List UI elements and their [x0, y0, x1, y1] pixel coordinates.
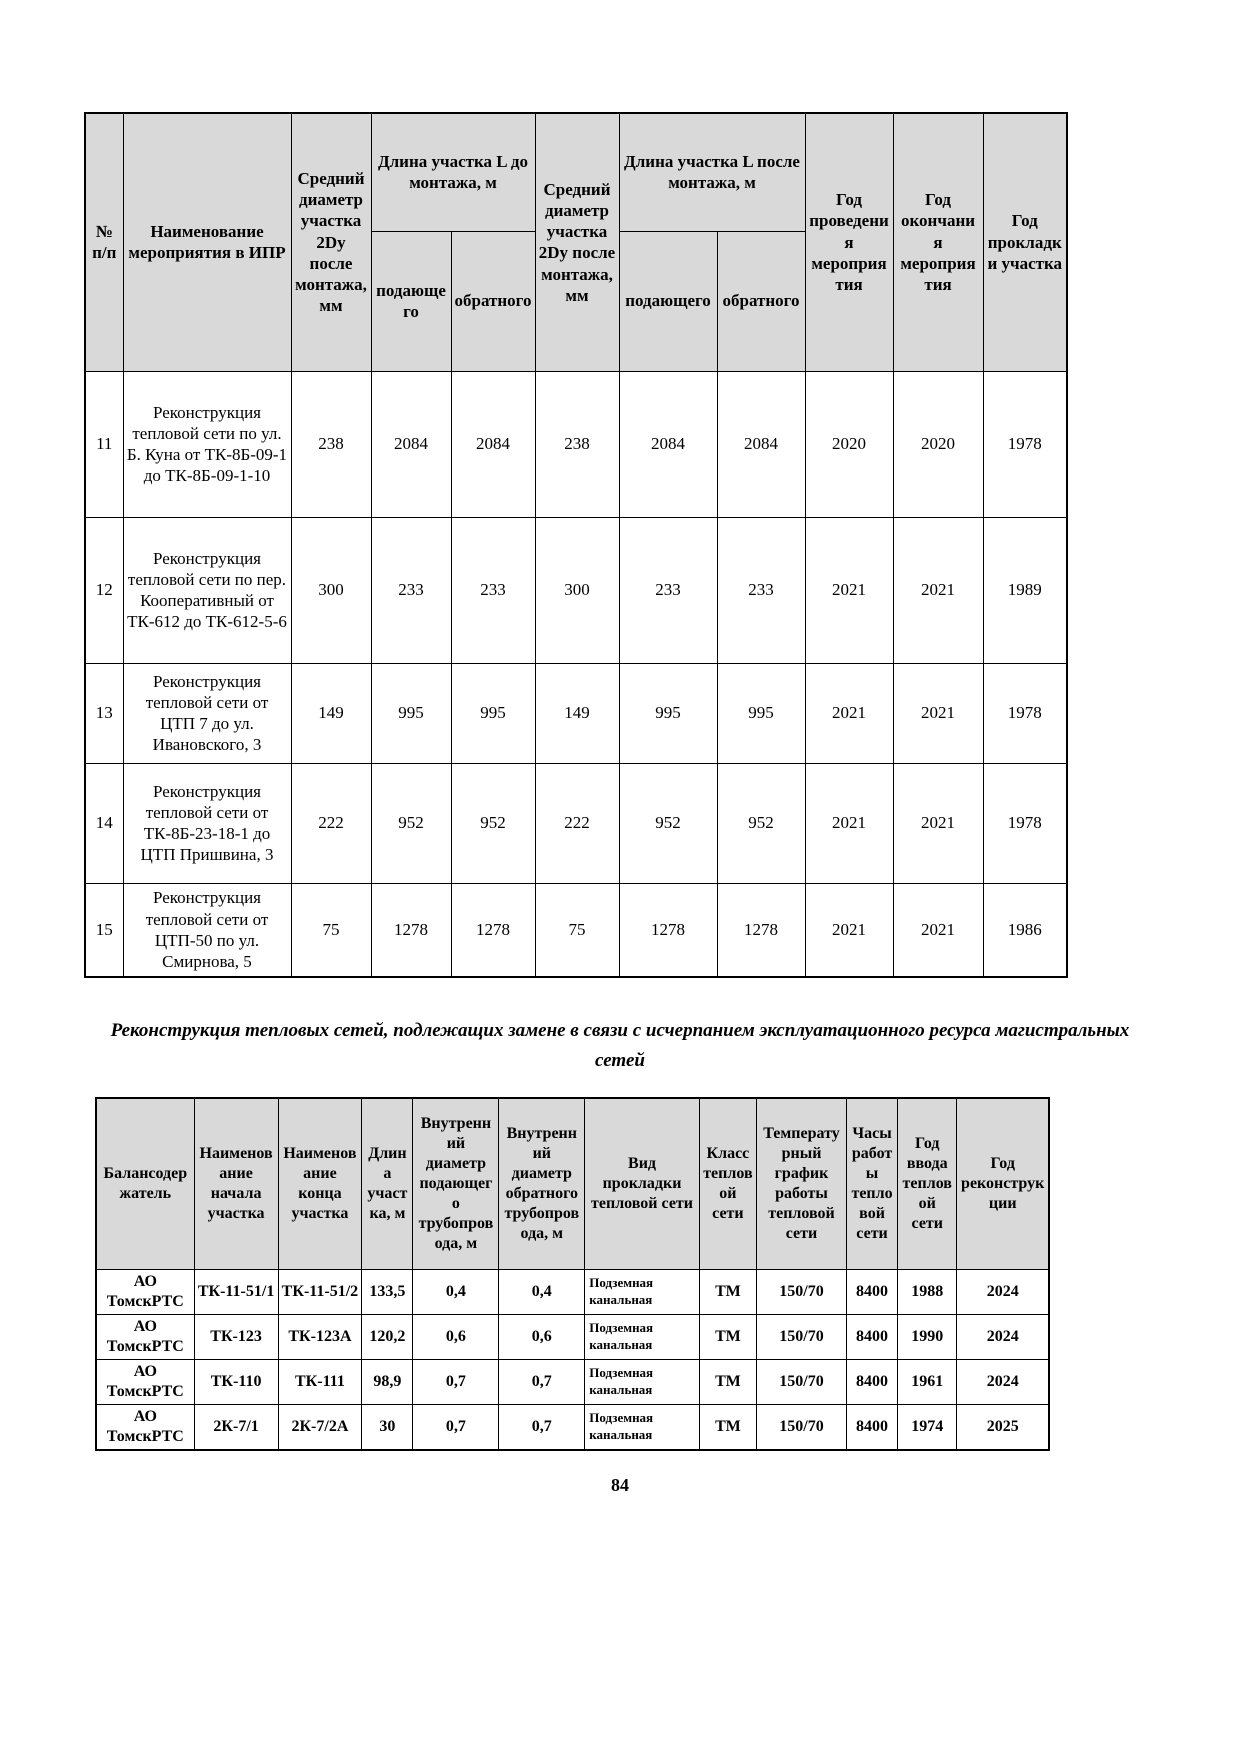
table-cell: Подземная канальная — [585, 1405, 700, 1451]
table-cell: 2К-7/2А — [278, 1405, 362, 1451]
table-cell: 2021 — [805, 517, 893, 663]
table-cell: 2084 — [619, 371, 717, 517]
th-inner-diameter-return: Внутренний диаметр обратного трубопровода, м — [499, 1098, 585, 1270]
table-cell: 2024 — [957, 1270, 1049, 1315]
table-cell: Реконструкция тепловой сети от ЦТП 7 до ул. Ивановского, 3 — [123, 663, 291, 763]
table-cell: 150/70 — [757, 1315, 847, 1360]
section-title: Реконструкция тепловых сетей, подлежащих замене в связи с исчерпанием эксплуатационного ресурса магистральных сетей — [110, 1020, 1130, 1072]
table-cell: 2021 — [893, 883, 983, 977]
table-row — [85, 371, 1067, 517]
table-cell: АО ТомскРТС — [96, 1405, 194, 1451]
table-cell: 1978 — [983, 663, 1067, 763]
table-cell: 2020 — [805, 371, 893, 517]
th-year-event: Год проведения мероприятия — [805, 113, 893, 371]
table-cell: Реконструкция тепловой сети от ЦТП-50 по ул. Смирнова, 5 — [123, 883, 291, 977]
table-cell: 120,2 — [362, 1315, 413, 1360]
table-cell: 2084 — [717, 371, 805, 517]
table-cell: 300 — [291, 517, 371, 663]
table-cell: 2021 — [893, 763, 983, 883]
table-cell: 1278 — [451, 883, 535, 977]
th-avg-diameter-1: Средний диаметр участка 2Dy после монтажа, мм — [291, 113, 371, 371]
table-cell: ТМ — [699, 1405, 756, 1451]
table-cell: 995 — [619, 663, 717, 763]
table-cell: Реконструкция тепловой сети по ул. Б. Куна от ТК-8Б-09-1 до ТК-8Б-09-1-10 — [123, 371, 291, 517]
reconstruction-networks-table — [95, 1097, 1050, 1452]
table-cell: 952 — [371, 763, 451, 883]
th-supply-before: подающего — [371, 231, 451, 371]
table-cell: 2025 — [957, 1405, 1049, 1451]
table-row — [96, 1405, 1049, 1451]
table-cell: 8400 — [846, 1315, 897, 1360]
table-cell: 11 — [85, 371, 123, 517]
table-cell: Подземная канальная — [585, 1360, 700, 1405]
table-cell: 952 — [619, 763, 717, 883]
th-network-class: Класс тепловой сети — [699, 1098, 756, 1270]
th-year-reconstruction: Год реконструкции — [957, 1098, 1049, 1270]
table-cell: 952 — [451, 763, 535, 883]
table-cell: 233 — [717, 517, 805, 663]
table-cell: 233 — [371, 517, 451, 663]
table-cell: 2024 — [957, 1315, 1049, 1360]
th-year-commissioned: Год ввода тепловой сети — [898, 1098, 957, 1270]
table-cell: 2024 — [957, 1360, 1049, 1405]
table-cell: 133,5 — [362, 1270, 413, 1315]
table-cell: 995 — [371, 663, 451, 763]
table-cell: 222 — [291, 763, 371, 883]
th-year-end: Год окончания мероприятия — [893, 113, 983, 371]
table-cell: 1988 — [898, 1270, 957, 1315]
table-cell: 995 — [717, 663, 805, 763]
table-row — [85, 883, 1067, 977]
table-cell: 150/70 — [757, 1270, 847, 1315]
th-length-after: Длина участка L после монтажа, м — [619, 113, 805, 231]
th-temperature-schedule: Температурный график работы тепловой сети — [757, 1098, 847, 1270]
table-cell: 1278 — [371, 883, 451, 977]
table-cell: 13 — [85, 663, 123, 763]
table-cell: Подземная канальная — [585, 1270, 700, 1315]
table-cell: Подземная канальная — [585, 1315, 700, 1360]
table-cell: 0,7 — [413, 1405, 499, 1451]
table-cell: ТК-123 — [194, 1315, 278, 1360]
table-cell: 0,7 — [499, 1360, 585, 1405]
table-cell: Реконструкция тепловой сети по пер. Кооперативный от ТК-612 до ТК-612-5-6 — [123, 517, 291, 663]
table-cell: 952 — [717, 763, 805, 883]
table-cell: 1978 — [983, 763, 1067, 883]
table-cell: 0,6 — [499, 1315, 585, 1360]
table-row — [85, 663, 1067, 763]
table-cell: 2021 — [805, 883, 893, 977]
table-cell: 0,4 — [413, 1270, 499, 1315]
table-cell: 8400 — [846, 1360, 897, 1405]
table-cell: ТК-111 — [278, 1360, 362, 1405]
table-cell: ТМ — [699, 1360, 756, 1405]
table-cell: 1986 — [983, 883, 1067, 977]
table-cell: 995 — [451, 663, 535, 763]
table-cell: 1989 — [983, 517, 1067, 663]
table-cell: 1278 — [619, 883, 717, 977]
table-cell: ТК-11-51/1 — [194, 1270, 278, 1315]
th-return-before: обратного — [451, 231, 535, 371]
th-supply-after: подающего — [619, 231, 717, 371]
table-cell: ТК-123А — [278, 1315, 362, 1360]
table-cell: 1974 — [898, 1405, 957, 1451]
header-row — [96, 1098, 1049, 1270]
table-cell: 238 — [535, 371, 619, 517]
table-cell: 0,7 — [499, 1405, 585, 1451]
table-cell: 149 — [291, 663, 371, 763]
table-cell: 150/70 — [757, 1360, 847, 1405]
table-cell: 222 — [535, 763, 619, 883]
table-cell: 1990 — [898, 1315, 957, 1360]
page-number: 84 — [611, 1475, 629, 1496]
table-cell: ТК-11-51/2 — [278, 1270, 362, 1315]
table-cell: 238 — [291, 371, 371, 517]
table-cell: 1278 — [717, 883, 805, 977]
table-cell: ТК-110 — [194, 1360, 278, 1405]
table-cell: ТМ — [699, 1270, 756, 1315]
table-cell: 98,9 — [362, 1360, 413, 1405]
th-section-end: Наименование конца участка — [278, 1098, 362, 1270]
table-cell: 2К-7/1 — [194, 1405, 278, 1451]
table-cell: АО ТомскРТС — [96, 1315, 194, 1360]
table-cell: 30 — [362, 1405, 413, 1451]
table-cell: 300 — [535, 517, 619, 663]
th-operating-hours: Часы работы тепловой сети — [846, 1098, 897, 1270]
table-cell: 2084 — [371, 371, 451, 517]
table-cell: 8400 — [846, 1405, 897, 1451]
th-section-start: Наименование начала участка — [194, 1098, 278, 1270]
table-cell: 2021 — [893, 663, 983, 763]
th-balance-holder: Балансодержатель — [96, 1098, 194, 1270]
table-cell: 1961 — [898, 1360, 957, 1405]
table-cell: 1978 — [983, 371, 1067, 517]
table-cell: 15 — [85, 883, 123, 977]
th-avg-diameter-2: Средний диаметр участка 2Dy после монтажа, мм — [535, 113, 619, 371]
table-cell: АО ТомскРТС — [96, 1270, 194, 1315]
table-cell: 2084 — [451, 371, 535, 517]
table-row — [96, 1360, 1049, 1405]
th-return-after: обратного — [717, 231, 805, 371]
table-cell: 233 — [619, 517, 717, 663]
table-cell: 14 — [85, 763, 123, 883]
th-year-laid: Год прокладки участка — [983, 113, 1067, 371]
table-cell: 2021 — [893, 517, 983, 663]
table-cell: 150/70 — [757, 1405, 847, 1451]
th-num: № п/п — [85, 113, 123, 371]
table-cell: 2021 — [805, 663, 893, 763]
ipr-measures-table — [84, 112, 1068, 978]
table-cell: 8400 — [846, 1270, 897, 1315]
table-cell: 75 — [535, 883, 619, 977]
header-row-1 — [85, 113, 1067, 231]
table-cell: 12 — [85, 517, 123, 663]
th-section-length: Длина участка, м — [362, 1098, 413, 1270]
table-row — [96, 1270, 1049, 1315]
table-cell: 0,6 — [413, 1315, 499, 1360]
table-cell: 149 — [535, 663, 619, 763]
table-cell: 233 — [451, 517, 535, 663]
table-row — [85, 517, 1067, 663]
table-cell: 75 — [291, 883, 371, 977]
table-cell: 2021 — [805, 763, 893, 883]
table-cell: Реконструкция тепловой сети от ТК-8Б-23-18-1 до ЦТП Пришвина, 3 — [123, 763, 291, 883]
table-cell: ТМ — [699, 1315, 756, 1360]
th-length-before: Длина участка L до монтажа, м — [371, 113, 535, 231]
table-row — [85, 763, 1067, 883]
table-cell: 0,4 — [499, 1270, 585, 1315]
table-cell: АО ТомскРТС — [96, 1360, 194, 1405]
th-laying-type: Вид прокладки тепловой сети — [585, 1098, 700, 1270]
th-measure-name: Наименование мероприятия в ИПР — [123, 113, 291, 371]
th-inner-diameter-supply: Внутренний диаметр подающего трубопровода, м — [413, 1098, 499, 1270]
table-cell: 0,7 — [413, 1360, 499, 1405]
table-row — [96, 1315, 1049, 1360]
table-cell: 2020 — [893, 371, 983, 517]
